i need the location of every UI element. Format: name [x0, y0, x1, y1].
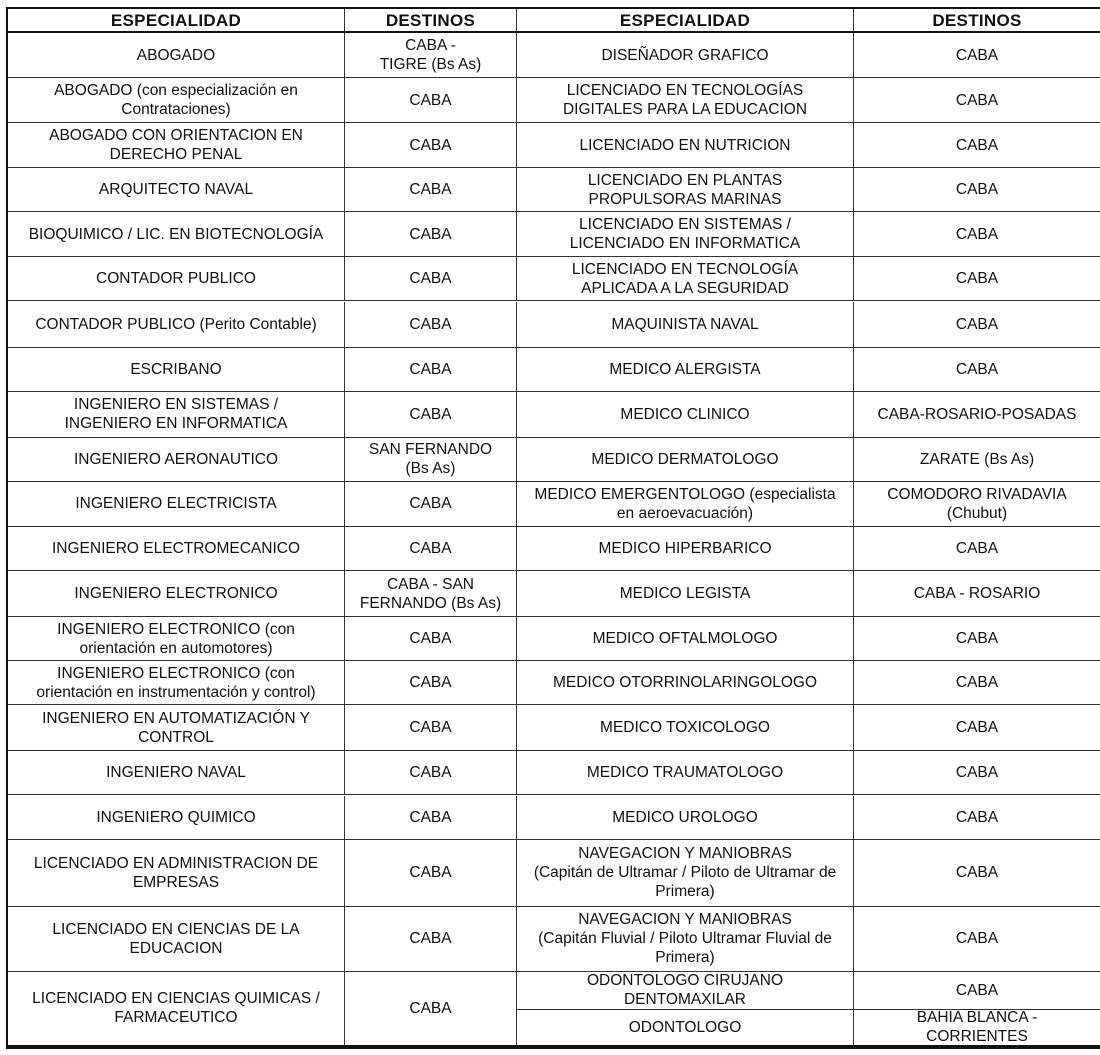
row-destino-right: CABA — [854, 78, 1100, 123]
row-especialidad-right: LICENCIADO EN TECNOLOGÍAS DIGITALES PARA LA EDUCACION — [517, 78, 854, 123]
row-destino-left: CABA — [345, 392, 517, 438]
row-destino-right: CABA — [854, 796, 1100, 840]
row-especialidad-left: INGENIERO NAVAL — [8, 751, 345, 795]
row-destino-left: CABA — [345, 302, 517, 348]
row-destino-right: CABA — [854, 168, 1100, 212]
row-especialidad-right: MEDICO CLINICO — [517, 392, 854, 438]
row-destino-left: CABA — [345, 482, 517, 527]
row-destino-right: CABA — [854, 840, 1100, 907]
specialties-table — [6, 7, 1100, 1047]
row-especialidad-left: INGENIERO EN SISTEMAS / INGENIERO EN INFORMATICA — [8, 392, 345, 438]
row-destino-left: CABA — [345, 907, 517, 972]
row-especialidad-right: DISEÑADOR GRAFICO — [517, 33, 854, 78]
row-especialidad-left: ABOGADO (con especialización en Contrataciones) — [8, 78, 345, 123]
row-destino-left: CABA — [345, 840, 517, 907]
row-especialidad-right: MEDICO HIPERBARICO — [517, 527, 854, 571]
row-especialidad-right: NAVEGACION Y MANIOBRAS (Capitán Fluvial / Piloto Ultramar Fluvial de Primera) — [517, 907, 854, 972]
row-especialidad-right: MEDICO OFTALMOLOGO — [517, 617, 854, 661]
row-especialidad-left: INGENIERO ELECTROMECANICO — [8, 527, 345, 571]
row-destino-right: CABA — [854, 617, 1100, 661]
row-especialidad-right: MEDICO TRAUMATOLOGO — [517, 751, 854, 795]
row-destino-right: ZARATE (Bs As) — [854, 438, 1100, 482]
row-destino-left: CABA — [345, 168, 517, 212]
row-destino-left: CABA — [345, 78, 517, 123]
row-especialidad-right: MEDICO TOXICOLOGO — [517, 705, 854, 751]
row-especialidad-left: INGENIERO ELECTRONICO (con orientación en automotores) — [8, 617, 345, 661]
row-especialidad-right: LICENCIADO EN TECNOLOGÍA APLICADA A LA SEGURIDAD — [517, 257, 854, 301]
row-destino-right: CABA — [854, 123, 1100, 168]
row-especialidad-left: ABOGADO — [8, 33, 345, 78]
row-especialidad-right: LICENCIADO EN SISTEMAS / LICENCIADO EN INFORMATICA — [517, 212, 854, 257]
row-destino-left: CABA — [345, 527, 517, 571]
row-especialidad-right: LICENCIADO EN PLANTAS PROPULSORAS MARINAS — [517, 168, 854, 212]
row-destino-right: CABA — [854, 527, 1100, 571]
footer-divider — [6, 1046, 1100, 1049]
row-especialidad-left: CONTADOR PUBLICO (Perito Contable) — [8, 302, 345, 348]
row-especialidad-left: INGENIERO ELECTRONICO — [8, 571, 345, 617]
row-especialidad-right: MEDICO OTORRINOLARINGOLOGO — [517, 661, 854, 705]
row-especialidad-left: INGENIERO ELECTRONICO (con orientación en instrumentación y control) — [8, 661, 345, 705]
row-destino-right: CABA — [854, 302, 1100, 348]
row-destino-left: CABA — [345, 661, 517, 705]
row-especialidad-right: LICENCIADO EN NUTRICION — [517, 123, 854, 168]
row-destino-right: CABA — [854, 972, 1100, 1010]
row-destino-left: CABA — [345, 796, 517, 840]
header-destinos-left: DESTINOS — [345, 9, 517, 33]
row-especialidad-left: INGENIERO QUIMICO — [8, 796, 345, 840]
row-destino-left: CABA - TIGRE (Bs As) — [345, 33, 517, 78]
row-destino-right: BAHIA BLANCA - CORRIENTES — [854, 1010, 1100, 1047]
row-destino-right: CABA — [854, 705, 1100, 751]
row-especialidad-left: INGENIERO AERONAUTICO — [8, 438, 345, 482]
row-especialidad-right: MEDICO ALERGISTA — [517, 348, 854, 392]
row-destino-left: CABA — [345, 257, 517, 301]
row-destino-left: CABA - SAN FERNANDO (Bs As) — [345, 571, 517, 617]
row-destino-right: CABA — [854, 257, 1100, 301]
row-especialidad-left: LICENCIADO EN CIENCIAS QUIMICAS / FARMACEUTICO — [8, 972, 345, 1047]
row-especialidad-right: MEDICO EMERGENTOLOGO (especialista en aeroevacuación) — [517, 482, 854, 527]
row-destino-right: CABA — [854, 907, 1100, 972]
row-especialidad-left: INGENIERO EN AUTOMATIZACIÓN Y CONTROL — [8, 705, 345, 751]
row-especialidad-left: BIOQUIMICO / LIC. EN BIOTECNOLOGÍA — [8, 212, 345, 257]
row-destino-right: CABA — [854, 661, 1100, 705]
row-especialidad-left: ABOGADO CON ORIENTACION EN DERECHO PENAL — [8, 123, 345, 168]
row-especialidad-right: NAVEGACION Y MANIOBRAS (Capitán de Ultramar / Piloto de Ultramar de Primera) — [517, 840, 854, 907]
row-destino-right: CABA — [854, 348, 1100, 392]
header-especialidad-right: ESPECIALIDAD — [517, 9, 854, 33]
row-destino-left: CABA — [345, 705, 517, 751]
row-especialidad-right: ODONTOLOGO CIRUJANO DENTOMAXILAR — [517, 972, 854, 1010]
row-destino-right: CABA — [854, 751, 1100, 795]
row-destino-right: COMODORO RIVADAVIA (Chubut) — [854, 482, 1100, 527]
row-especialidad-left: LICENCIADO EN CIENCIAS DE LA EDUCACION — [8, 907, 345, 972]
row-destino-left: CABA — [345, 348, 517, 392]
row-destino-left: CABA — [345, 751, 517, 795]
row-destino-right: CABA — [854, 33, 1100, 78]
header-destinos-right: DESTINOS — [854, 9, 1100, 33]
row-destino-left: SAN FERNANDO (Bs As) — [345, 438, 517, 482]
row-destino-right: CABA — [854, 212, 1100, 257]
row-especialidad-right: MEDICO DERMATOLOGO — [517, 438, 854, 482]
row-destino-right: CABA - ROSARIO — [854, 571, 1100, 617]
row-especialidad-left: INGENIERO ELECTRICISTA — [8, 482, 345, 527]
row-destino-left: CABA — [345, 617, 517, 661]
row-especialidad-left: CONTADOR PUBLICO — [8, 257, 345, 301]
row-especialidad-left: ARQUITECTO NAVAL — [8, 168, 345, 212]
row-especialidad-right: MEDICO LEGISTA — [517, 571, 854, 617]
header-especialidad-left: ESPECIALIDAD — [8, 9, 345, 33]
row-destino-right: CABA-ROSARIO-POSADAS — [854, 392, 1100, 438]
row-especialidad-left: ESCRIBANO — [8, 348, 345, 392]
row-especialidad-right: MAQUINISTA NAVAL — [517, 302, 854, 348]
row-especialidad-right: MEDICO UROLOGO — [517, 796, 854, 840]
row-especialidad-left: LICENCIADO EN ADMINISTRACION DE EMPRESAS — [8, 840, 345, 907]
row-destino-left: CABA — [345, 972, 517, 1047]
row-especialidad-right: ODONTOLOGO — [517, 1010, 854, 1047]
row-destino-left: CABA — [345, 123, 517, 168]
row-destino-left: CABA — [345, 212, 517, 257]
